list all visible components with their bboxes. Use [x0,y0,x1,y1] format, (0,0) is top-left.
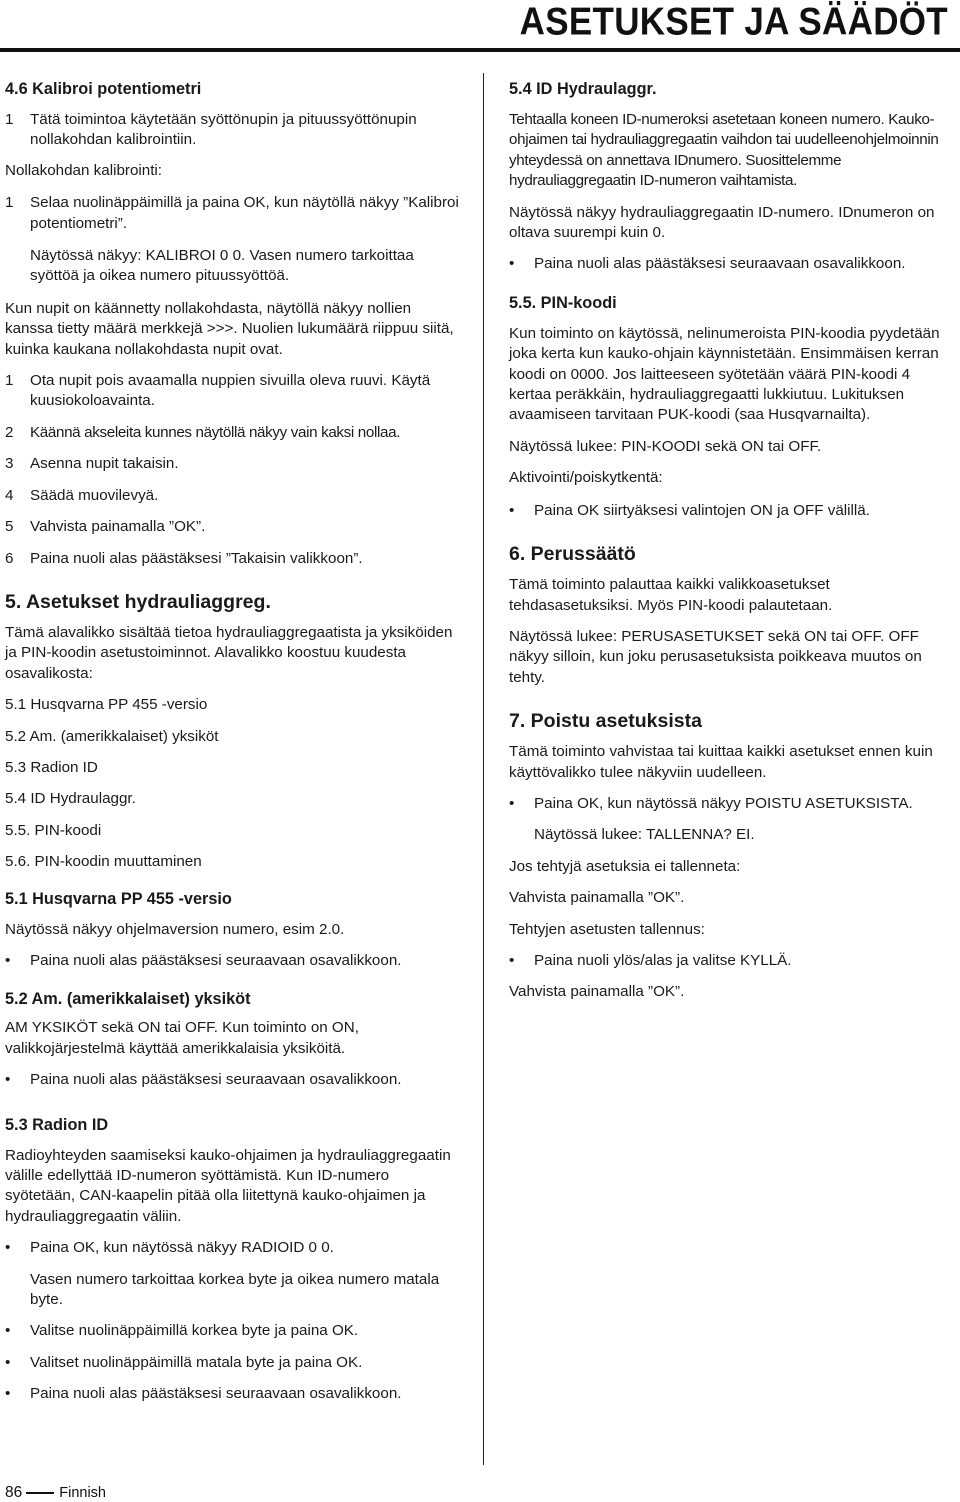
calibration-step [5,193,460,234]
bullet-text: Paina nuoli alas päästäksesi seuraavaan osavalikkoon. [534,255,906,273]
list-item [5,371,460,412]
section-5-4-text: Tehtaalla koneen ID-numeroksi asetetaan koneen numero. Kauko-ohjaimen tai hydrauliaggregaatin vaihdon tai uudelleenohjelmoinnin yhteydessä on annettava IDnumero. Suosittelemme hydrauliaggregaatin ID-numeron vaihtamista. [509,111,939,190]
bullet-marker: • [5,1322,11,1340]
section-7-confirm: Vahvista painamalla ”OK”. [509,889,685,907]
step-number: 1 [5,194,14,212]
section-5-4-heading: 5.4 ID Hydraulaggr. [509,80,657,98]
section-5-3-text: Radioyhteyden saamiseksi kauko-ohjaimen ja hydrauliaggregaatin välille edellyttää ID-numeron syöttämistä. Kun ID-numero syötetään, CAN-kaapelin pitää olla liitettynä kauko-ohjaimen ja hydrauliaggregaatin väliin. [5,1146,451,1225]
section-7-heading: 7. Poistu asetuksista [509,710,702,733]
bullet-marker: • [5,1353,11,1371]
list-item: 5.5. PIN-koodi [5,821,102,839]
bullet-note: Näytössä lukee: TALLENNA? EI. [534,826,755,844]
calibration-display-text: Näytössä näkyy: KALIBROI 0 0. Vasen numero tarkoittaa syöttöä ja oikea numero pituussyöttöä. [30,247,414,285]
bullet-marker: • [5,1239,11,1257]
bullet-item [509,794,954,814]
bullet-text: Paina OK, kun näytössä näkyy POISTU ASETUKSISTA. [534,794,913,812]
step-number: 6 [5,549,14,567]
bullet-note: Vasen numero tarkoittaa korkea byte ja oikea numero matala byte. [30,1270,440,1309]
list-item [5,454,460,474]
footer-dash [26,1492,54,1494]
section-5-3-heading: 5.3 Radion ID [5,1115,109,1134]
step-number: 2 [5,423,14,441]
step-text: Asenna nupit takaisin. [30,455,179,473]
left-column [5,78,460,1405]
section-5-5-toggle-label: Aktivointi/poiskytkentä: [509,469,663,487]
section-5-4-display: Näytössä näkyy hydrauliaggregaatin ID-numero. IDnumeron on oltava suurempi kuin 0. [509,203,935,242]
step-text: Selaa nuolinäppäimillä ja paina OK, kun näytöllä näkyy ”Kalibroi potentiometri”. [30,194,459,232]
section-5-5-display: Näytössä lukee: PIN-KOODI sekä ON tai OFF. [509,437,822,455]
list-item: 5.2 Am. (amerikkalaiset) yksiköt [5,727,219,745]
bullet-item [5,951,460,971]
step-text: Ota nupit pois avaamalla nuppien sivuilla oleva ruuvi. Käytä kuusiokoloavainta. [30,372,431,410]
bullet-text: Paina nuoli ylös/alas ja valitse KYLLÄ. [534,951,792,969]
section-7-text: Tämä toiminto vahvistaa tai kuittaa kaikki asetukset ennen kuin käyttövalikko tulee näkyviin uudelleen. [509,743,933,781]
bullet-item [509,951,954,971]
header-rule [0,48,960,52]
section-5-heading: 5. Asetukset hydrauliaggreg. [5,590,271,613]
section-6-text: Tämä toiminto palauttaa kaikki valikkoasetukset tehdasasetuksiksi. Myös PIN-koodi palautetaan. [509,576,833,614]
list-item [5,517,460,537]
bullet-item [5,1321,460,1341]
section-7-no-save: Jos tehtyjä asetuksia ei tallenneta: [509,857,741,875]
section-6-heading: 6. Perussäätö [509,543,636,566]
page-number: 86 [5,1484,23,1501]
right-column [509,78,954,1003]
bullet-text: Paina nuoli alas päästäksesi seuraavaan osavalikkoon. [30,1385,402,1403]
bullet-item [5,1238,460,1258]
intro-step [5,110,460,151]
bullet-marker: • [509,501,515,519]
section-5-intro: Tämä alavalikko sisältää tietoa hydrauliaggregaatista ja yksiköiden ja PIN-koodin asetustoiminnot. Alavalikko koostuu kuudesta osavalikosta: [5,623,453,682]
step-number: 4 [5,486,14,504]
section-5-1-heading: 5.1 Husqvarna PP 455 -versio [5,889,232,908]
section-4-6-heading: 4.6 Kalibroi potentiometri [5,80,202,98]
bullet-marker: • [509,255,515,273]
bullet-item [509,501,954,521]
submenu-list [5,695,460,872]
footer-language: Finnish [59,1485,106,1501]
step-number: 3 [5,455,14,473]
bullet-text: Paina nuoli alas päästäksesi seuraavaan osavalikkoon. [30,1071,402,1089]
list-item [5,486,460,506]
bullet-marker: • [5,1385,11,1403]
step-text: Vahvista painamalla ”OK”. [30,518,206,536]
list-item: 5.3 Radion ID [5,758,98,776]
step-number: 1 [5,372,14,390]
section-7-save-label: Tehtyjen asetusten tallennus: [509,920,705,938]
bullet-item [5,1384,460,1404]
bullet-text: Valitset nuolinäppäimillä matala byte ja paina OK. [30,1353,363,1371]
calibration-subtitle: Nollakohdan kalibrointi: [5,161,163,179]
step-number: 1 [5,111,14,128]
bullet-item [5,1353,460,1373]
bullet-text: Paina OK siirtyäksesi valintojen ON ja OFF välillä. [534,501,870,519]
step-text: Tätä toimintoa käytetään syöttönupin ja pituussyöttönupin nollakohdan kalibrointiin. [30,111,417,149]
bullet-text: Paina nuoli alas päästäksesi seuraavaan osavalikkoon. [30,951,402,969]
bullet-marker: • [509,794,515,812]
step-text: Säädä muovilevyä. [30,486,159,504]
list-item [5,423,460,443]
bullet-marker: • [5,1071,11,1089]
list-item: 5.1 Husqvarna PP 455 -versio [5,696,208,714]
section-7-confirm-final: Vahvista painamalla ”OK”. [509,983,685,1001]
page-header-title: ASETUKSET JA SÄÄDÖT [519,0,948,44]
section-6-display: Näytössä lukee: PERUSASETUKSET sekä ON tai OFF. OFF näkyy silloin, kun joku perusasetuksista poikkeava muutos on tehty. [509,627,922,686]
bullet-text: Valitse nuolinäppäimillä korkea byte ja paina OK. [30,1322,359,1340]
column-divider [483,73,484,1465]
bullet-text: Paina OK, kun näytössä näkyy RADIOID 0 0. [30,1239,334,1257]
page-footer [5,1484,106,1502]
step-text: Paina nuoli alas päästäksesi ”Takaisin valikkoon”. [30,549,363,567]
bullet-item [5,1070,460,1090]
section-5-5-heading: 5.5. PIN-koodi [509,293,617,312]
bullet-marker: • [509,951,515,969]
step-number: 5 [5,518,14,536]
section-5-2-heading: 5.2 Am. (amerikkalaiset) yksiköt [5,990,251,1009]
section-5-1-text: Näytössä näkyy ohjelmaversion numero, esim 2.0. [5,920,345,938]
step-text: Käännä akseleita kunnes näytöllä näkyy vain kaksi nollaa. [30,423,401,441]
calibration-steps-list [5,371,460,569]
list-item: 5.6. PIN-koodin muuttaminen [5,853,202,871]
knob-paragraph: Kun nupit on käännetty nollakohdasta, näytöllä näkyy nollien kanssa tietty määrä merkkejä >>>. Nuolien lukumäärä riippuu siitä, kuinka kaukana nollakohdasta nupit ovat. [5,299,454,358]
section-5-2-text: AM YKSIKÖT sekä ON tai OFF. Kun toiminto on ON, valikkojärjestelmä käyttää amerikkalaisia yksiköitä. [5,1019,359,1057]
list-item [5,549,460,569]
list-item: 5.4 ID Hydraulaggr. [5,790,136,808]
bullet-marker: • [5,951,11,969]
section-5-5-text: Kun toiminto on käytössä, nelinumeroista PIN-koodia pyydetään joka kerta kun kauko-ohjain käynnistetään. Ensimmäisen kerran koodi on 0000. Jos laitteeseen syötetään väärä PIN-koodi 4 kertaa peräkkäin, hydrauliaggregaatti lukkiutuu. Lukituksen avaamiseen tarvitaan PUK-koodi (saa Husqvarnailta). [509,324,940,424]
bullet-item [509,254,954,274]
